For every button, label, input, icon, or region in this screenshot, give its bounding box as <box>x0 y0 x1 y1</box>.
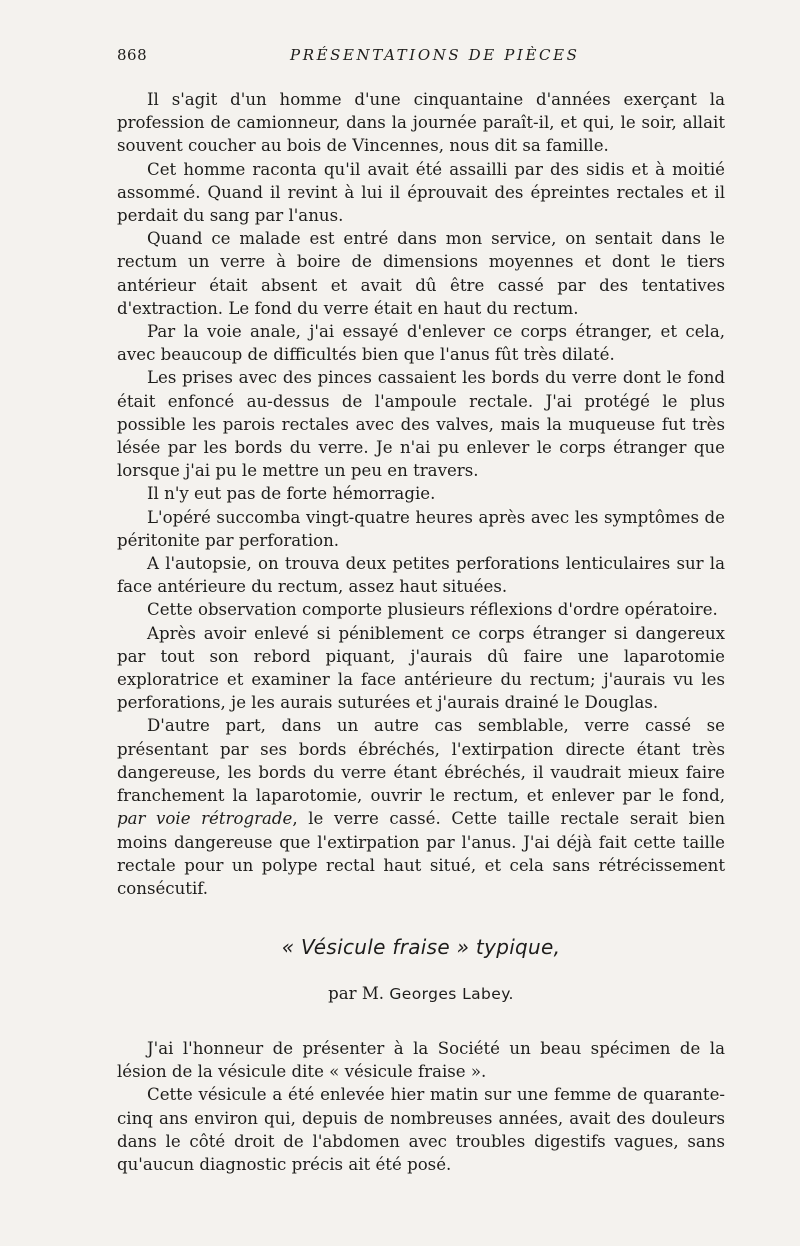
paragraph: Les prises avec des pinces cassaient les bords du verre dont le fond était enfoncé au-dessus de l'ampoule rectale. J'ai protégé le plus possible les parois rectales avec des valves, mais la muqueuse fut très lésée par les bords du verre. Je n'ai pu enlever le corps étranger que lorsque j'ai pu le mettre un peu en travers. <box>117 368 725 481</box>
paragraph: Quand ce malade est entré dans mon service, on sentait dans le rectum un verre à boire de dimensions moyennes et dont le tiers antérieur était absent et avait dû être cassé par des tentatives d'extraction. Le fond du verre était en haut du rectum. <box>117 229 725 318</box>
section-body <box>117 1037 725 1176</box>
text-run: D'autre part, dans un autre cas semblable, verre cassé se présentant par ses bords ébréchés, l'extirpation directe étant très dangereuse, les bords du verre étant ébréchés, il vaudrait mieux faire franchement la laparotomie, ouvrir le rectum, et enlever par le fond, <box>117 716 725 806</box>
text-run: , le verre cassé. Cette taille rectale serait bien moins dangereuse que l'extirpation par l'anus. J'ai déjà fait cette taille rectale pour un polype rectal haut situé, et cela sans rétrécissement consécutif. <box>117 809 725 898</box>
paragraph: Par la voie anale, j'ai essayé d'enlever ce corps étranger, et cela, avec beaucoup de difficultés bien que l'anus fût très dilaté. <box>117 322 725 365</box>
paragraph: Il n'y eut pas de forte hémorragie. <box>147 484 436 504</box>
paragraph: L'opéré succomba vingt-quatre heures après avec les symptômes de péritonite par perforation. <box>117 507 725 550</box>
paragraph: Il s'agit d'un homme d'une cinquantaine d'années exerçant la profession de camionneur, dans la journée paraît-il, et qui, le soir, allait souvent coucher au bois de Vincennes, nous dit sa famille. <box>117 90 725 156</box>
paragraph: J'ai l'honneur de présenter à la Société un beau spécimen de la lésion de la vésicule dite « vésicule fraise ». <box>117 1039 725 1082</box>
paragraph: Cette vésicule a été enlevée hier matin sur une femme de quarante-cinq ans environ qui, depuis de nombreuses années, avait des douleurs dans le côté droit de l'abdomen avec troubles digestifs vagues, sans qu'aucun diagnostic précis ait été posé. <box>117 1085 725 1175</box>
section-title: « Vésicule fraise » typique, <box>281 935 561 959</box>
paragraph: Cette observation comporte plusieurs réflexions d'ordre opératoire. <box>147 600 718 620</box>
byline-prefix: par M. <box>328 984 385 1003</box>
running-title: PRÉSENTATIONS DE PIÈCES <box>290 46 580 64</box>
paragraph: Après avoir enlevé si péniblement ce corps étranger si dangereux par tout son rebord piquant, j'aurais dû faire une laparotomie exploratrice et examiner la face antérieure du rectum; j'aurais vu les perforations, je les aurais suturées et j'aurais drainé le Douglas. <box>117 623 725 713</box>
article-body <box>117 88 725 900</box>
byline-author: Georges Labey. <box>389 985 514 1003</box>
page-number: 868 <box>117 46 148 64</box>
paragraph: A l'autopsie, on trouva deux petites perforations lenticulaires sur la face antérieure du rectum, assez haut situées. <box>117 554 725 597</box>
running-head <box>117 46 727 68</box>
byline <box>117 984 725 1003</box>
paragraph: Cet homme raconta qu'il avait été assailli par des sidis et à moitié assommé. Quand il revint à lui il éprouvait des épreintes rectales et il perdait du sang par l'anus. <box>117 159 725 226</box>
paragraph <box>117 714 725 900</box>
italic-phrase: par voie rétrograde <box>117 809 293 829</box>
